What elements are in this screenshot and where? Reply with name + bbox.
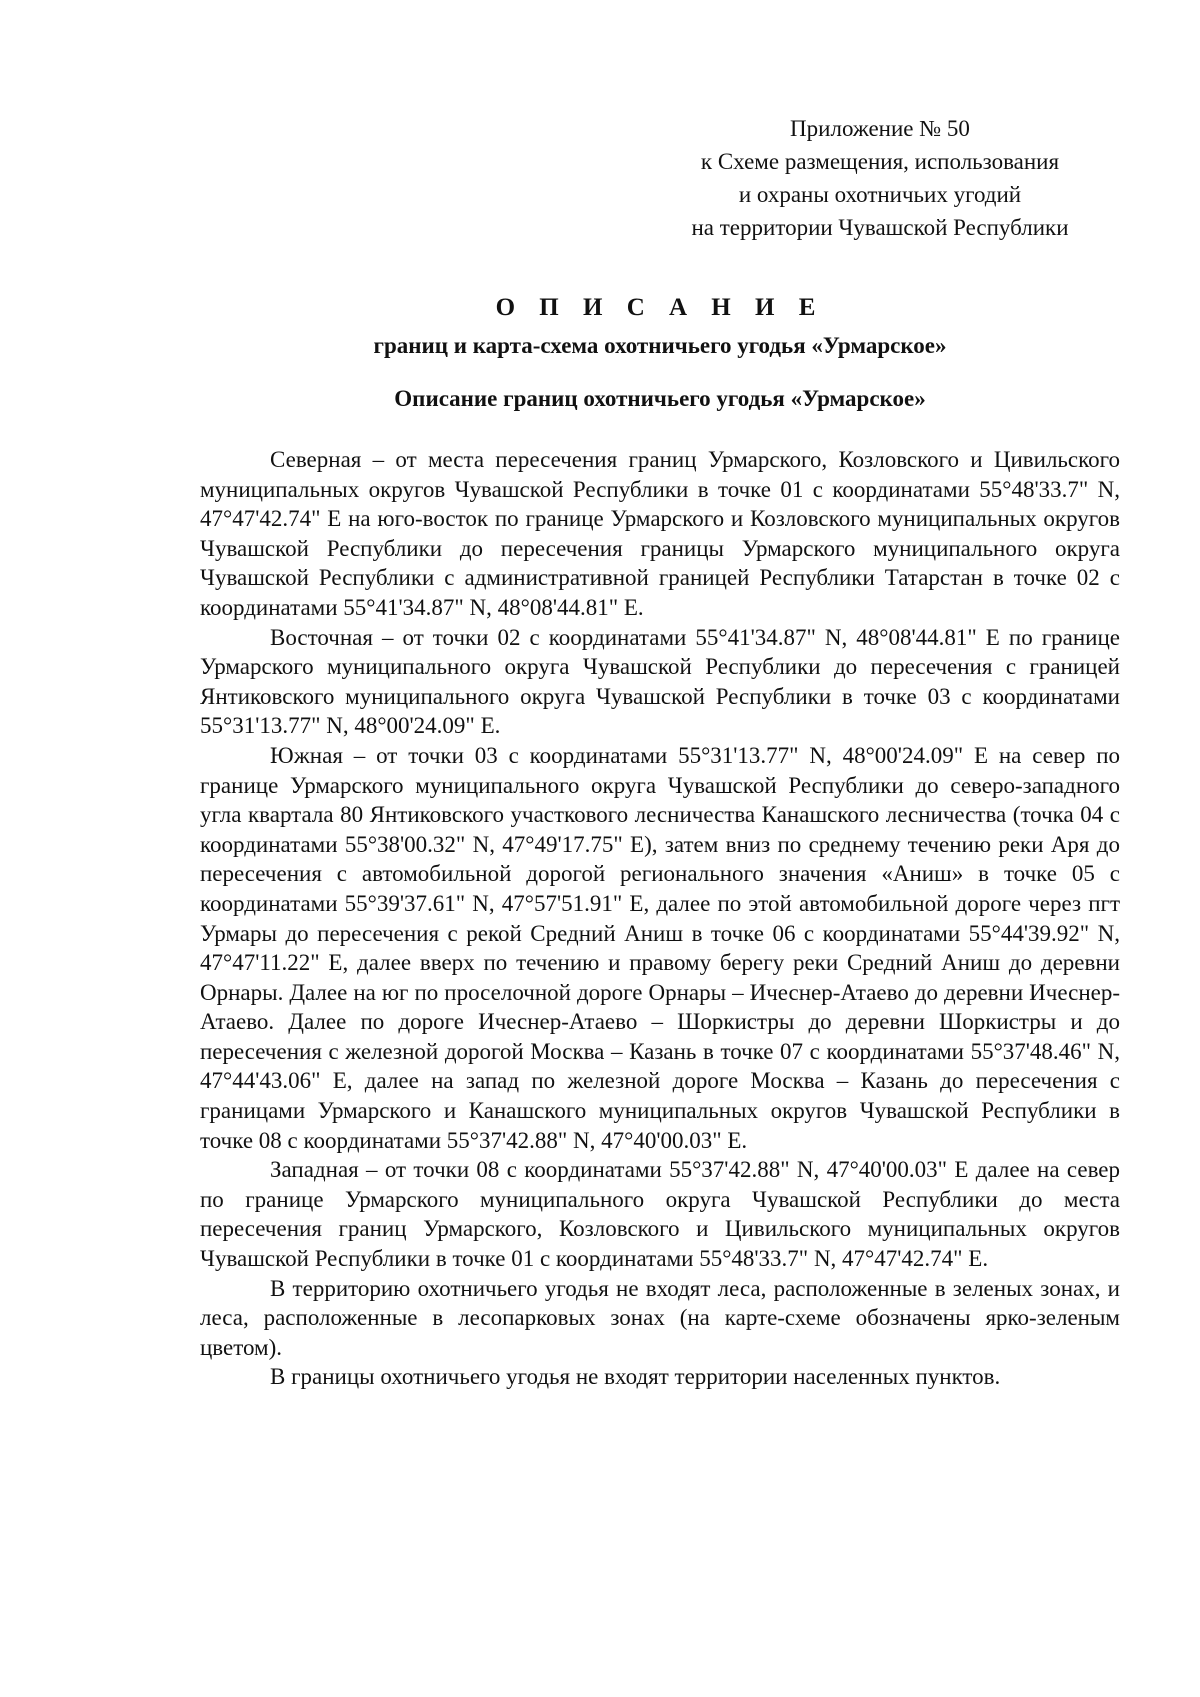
- paragraph-south-boundary: Южная – от точки 03 с координатами 55°31'13.77" N, 48°00'24.09" E на север по границе Урмарского муниципального округа Чувашской Республики до северо-западного угла квартала 80 Янтиковского участкового лесничества Канашского лесничества (точка 04 с координатами 55°38'00.32" N, 47°49'17.75" E), затем вниз по среднему течению реки Аря до пересечения с автомобильной дорогой регионального значения «Аниш» в точке 05 с координатами 55°39'37.61" N, 47°57'51.91" E, далее по этой автомобильной дороге через пгт Урмары до пересечения с рекой Средний Аниш в точке 06 с координатами 55°44'39.92" N, 47°47'11.22" E, далее вверх по течению и правому берегу реки Средний Аниш до деревни Орнары. Далее на юг по проселочной дороге Орнары – Ичеснер-Атаево до деревни Ичеснер-Атаево. Далее по дороге Ичеснер-Атаево – Шоркистры до деревни Шоркистры и до пересечения с железной дорогой Москва – Казань в точке 07 с координатами 55°37'48.46" N, 47°44'43.06" E, далее на запад по железной дороге Москва – Казань до пересечения с границами Урмарского и Канашского муниципальных округов Чувашской Республики в точке 08 с координатами 55°37'42.88" N, 47°40'00.03" E.: [200, 742, 1120, 1153]
- paragraph-east-boundary: Восточная – от точки 02 с координатами 55°41'34.87" N, 48°08'44.81" E по границе Урмарского муниципального округа Чувашской Республики до пересечения с границей Янтиковского муниципального округа Чувашской Республики в точке 03 с координатами 55°31'13.77" N, 48°00'24.09" E.: [200, 624, 1120, 739]
- boundary-description: [200, 445, 1120, 1392]
- document-subtitle: границ и карта-схема охотничьего угодья «Урмарское»: [373, 333, 947, 358]
- appendix-line-scheme: к Схеме размещения, использования: [700, 149, 1060, 174]
- document-header: [200, 291, 1120, 363]
- section-title: Описание границ охотничьего угодья «Урмарское»: [394, 386, 926, 411]
- paragraph-west-boundary: Западная – от точки 08 с координатами 55°37'42.88" N, 47°40'00.03" E далее на север по границе Урмарского муниципального округа Чувашской Республики до места пересечения границ Урмарского, Козловского и Цивильского муниципальных округов Чувашской Республики в точке 01 с координатами 55°48'33.7" N, 47°47'42.74" E.: [200, 1157, 1120, 1272]
- paragraph-north-boundary: Северная – от места пересечения границ Урмарского, Козловского и Цивильского муниципальных округов Чувашской Республики в точке 01 с координатами 55°48'33.7" N, 47°47'42.74" E на юго-восток по границе Урмарского и Козловского муниципальных округов Чувашской Республики до пересечения границы Урмарского муниципального округа Чувашской Республики с административной границей Республики Татарстан в точке 02 с координатами 55°41'34.87" N, 48°08'44.81" E.: [200, 447, 1120, 620]
- appendix-line-protection: и охраны охотничьих угодий: [738, 182, 1022, 207]
- document-title: О П И С А Н И Е: [495, 294, 825, 321]
- appendix-line-number: Приложение № 50: [790, 116, 970, 141]
- paragraph-excluded-forests: В территорию охотничьего угодья не входят леса, расположенные в зеленых зонах, и леса, расположенные в лесопарковых зонах (на карте-схеме обозначены ярко-зеленым цветом).: [200, 1275, 1120, 1360]
- appendix-reference: [640, 112, 1120, 244]
- appendix-line-territory: на территории Чувашской Республики: [691, 215, 1069, 240]
- paragraph-excluded-settlements: В границы охотничьего угодья не входят территории населенных пунктов.: [270, 1364, 1001, 1390]
